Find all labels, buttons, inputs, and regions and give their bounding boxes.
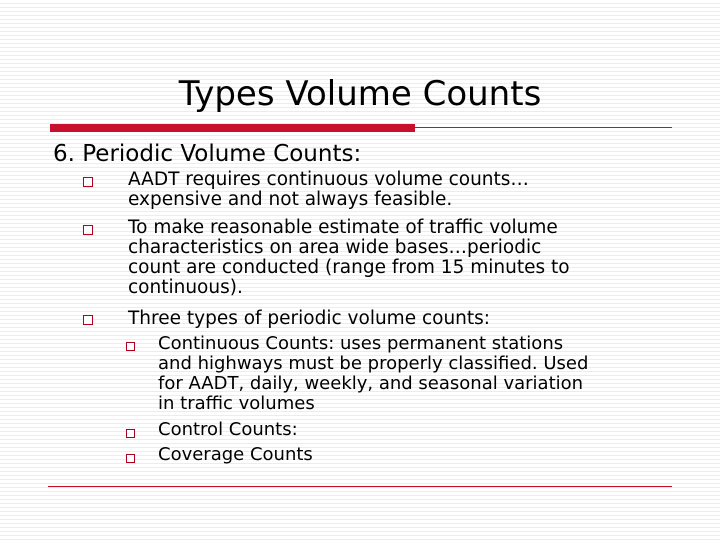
square-sub-bullet-icon [126,342,135,351]
bullet-line: continuous). [128,277,243,298]
bullet-line: To make reasonable estimate of traffic volume [128,217,558,238]
square-sub-bullet-icon [126,429,135,438]
square-bullet-icon [83,177,93,187]
sub-bullet-line: in traffic volumes [158,393,315,414]
bullet-line: count are conducted (range from 15 minutes to [128,257,570,278]
bullet-line: Three types of periodic volume counts: [128,308,491,329]
sub-bullet-line: Coverage Counts [158,444,313,465]
sub-bullet-line: Continuous Counts: uses permanent stations [158,333,564,354]
bullet-line: AADT requires continuous volume counts… [128,169,529,190]
square-bullet-icon [83,225,93,235]
square-sub-bullet-icon [126,454,135,463]
bullet-line: expensive and not always feasible. [128,189,453,210]
bullet-item-aadt [128,170,529,210]
sub-bullet-line: Control Counts: [158,419,298,440]
bullet-item-estimate [128,218,570,298]
sub-bullet-control-counts [158,420,298,440]
bullet-item-three-types [128,309,490,329]
sub-bullet-line: for AADT, daily, weekly, and seasonal variation [158,373,584,394]
square-bullet-icon [83,315,93,325]
section-heading: 6. Periodic Volume Counts: [53,141,362,167]
slide-title: Types Volume Counts [178,74,542,114]
bullet-line: characteristics on area wide bases…periodic [128,237,542,258]
sub-bullet-line: and highways must be properly classified. Used [158,353,589,374]
sub-bullet-continuous-counts [158,334,588,414]
footer-rule [48,486,672,487]
sub-bullet-coverage-counts [158,445,313,465]
